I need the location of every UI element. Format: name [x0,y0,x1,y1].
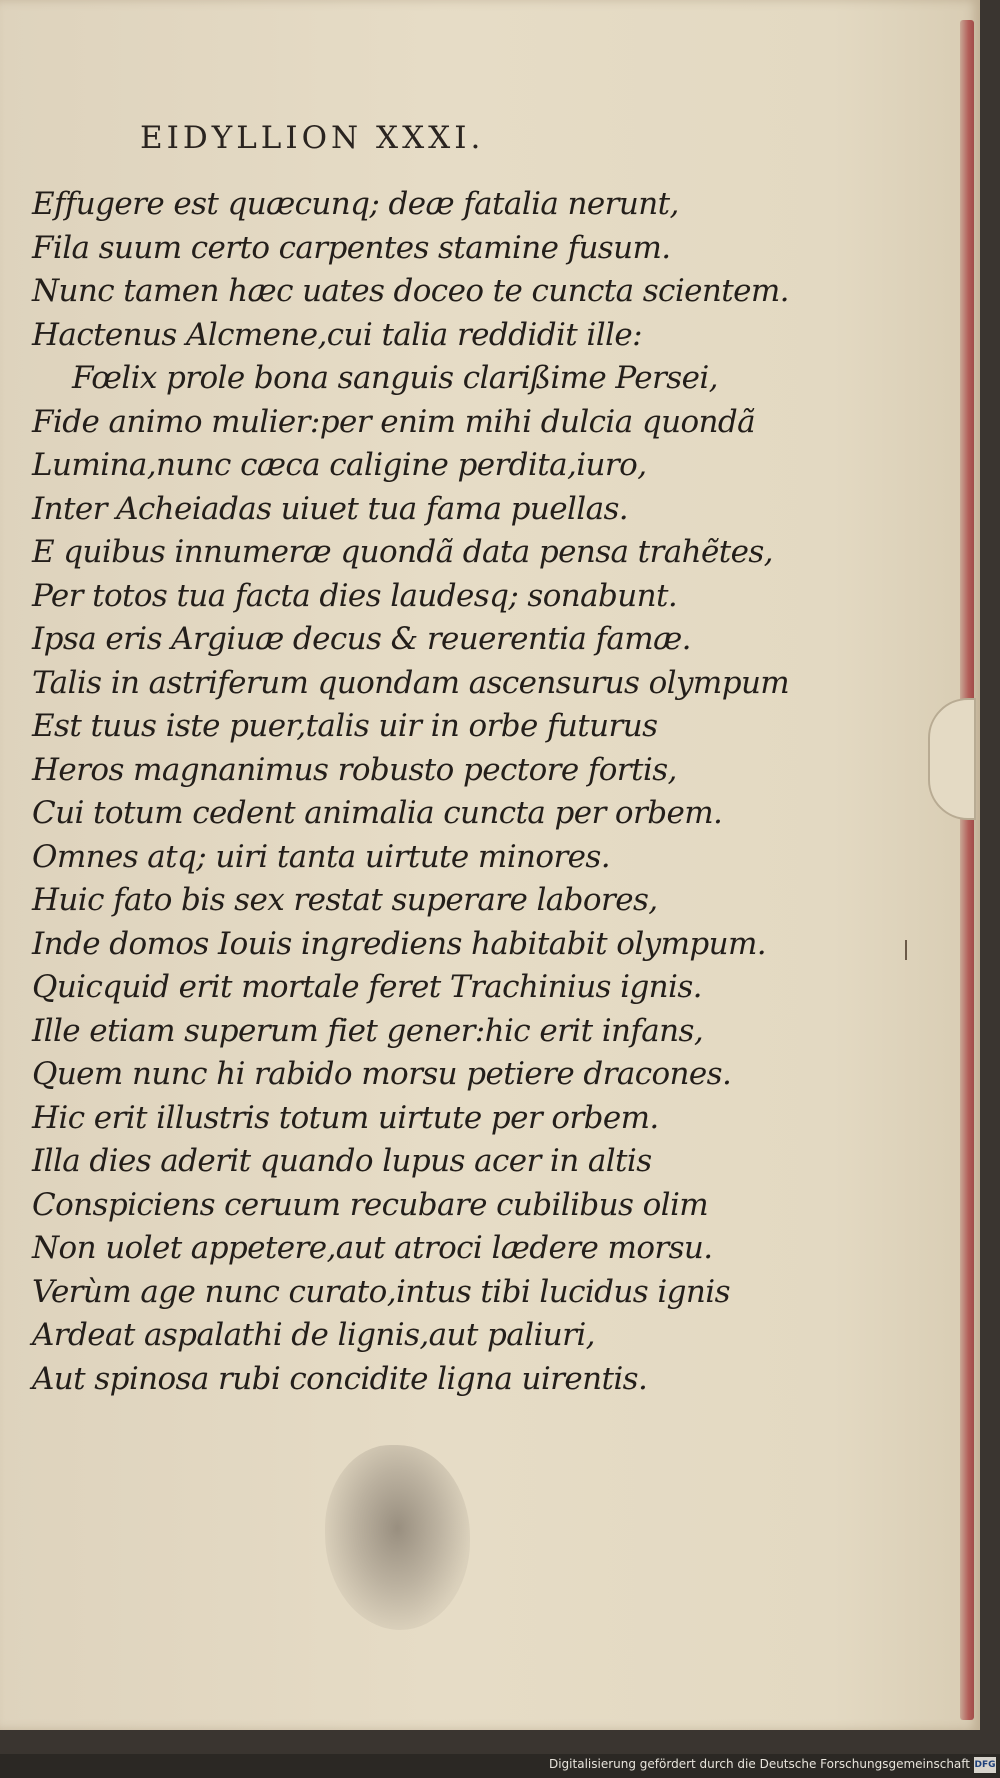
red-page-edge [960,20,974,1720]
verse-line: Lumina,nunc cæca caligine perdita,iuro, [32,447,647,483]
verse-line: Inde domos Iouis ingrediens habitabit olympum. [32,925,767,962]
verse-line: Talis in astriferum quondam ascensurus olympum [32,664,790,701]
dfg-logo-icon: DFG [974,1757,996,1773]
funding-credit: Digitalisierung gefördert durch die Deutsche Forschungsgemeinschaft [548,1757,970,1771]
verse-line: Per totos tua facta dies laudesq; sonabunt. [32,577,678,614]
verse-line: Ipsa eris Argiuæ decus & reuerentia famæ. [32,621,691,657]
ink-smudge [325,1445,470,1630]
verse-line: Conspiciens ceruum recubare cubilibus olim [32,1186,709,1223]
verse-line: Est tuus iste puer,talis uir in orbe futurus [32,708,658,744]
verse-line: Ille etiam superum fiet gener:hic erit infans, [32,1012,704,1049]
verse-line: Non uolet appetere,aut atroci lædere morsu. [32,1230,713,1266]
verse-line: Omnes atq; uiri tanta uirtute minores. [32,838,610,875]
ink-mark [905,940,907,960]
verse-line: Fœlix prole bona sanguis clarißime Persei, [72,360,718,396]
verse-line: Verùm age nunc curato,intus tibi lucidus ignis [32,1273,730,1310]
verse-line: Hic erit illustris totum uirtute per orbem. [32,1099,659,1136]
page-tab-notch [928,698,976,820]
verse-line: Huic fato bis sex restat superare labores, [32,882,658,918]
verse-line: Cui totum cedent animalia cuncta per orbem. [32,795,723,831]
verse-line: Fide animo mulier:per enim mihi dulcia quondã [32,403,756,440]
verse-text [32,183,789,1401]
verse-line: Fila suum certo carpentes stamine fusum. [32,229,671,266]
verse-line: Inter Acheiadas uiuet tua fama puellas. [32,490,629,527]
verse-line: Effugere est quæcunq; deæ fatalia nerunt, [32,186,679,222]
verse-line: Quicquid erit mortale feret Trachinius ignis. [32,969,702,1005]
verse-line: E quibus innumeræ quondã data pensa trahẽtes, [32,534,773,570]
verse-line: Nunc tamen hæc uates doceo te cuncta scientem. [32,273,789,309]
verse-line: Hactenus Alcmene,cui talia reddidit ille: [32,316,642,353]
verse-line: Ardeat aspalathi de lignis,aut paliuri, [32,1317,595,1353]
verse-line: Illa dies aderit quando lupus acer in altis [32,1143,652,1179]
verse-line: Heros magnanimus robusto pectore fortis, [32,751,677,788]
verse-line: Aut spinosa rubi concidite ligna uirentis. [32,1360,648,1397]
verse-line: Quem nunc hi rabido morsu petiere dracones. [32,1056,732,1092]
running-head: EIDYLLION XXXI. [140,120,485,156]
